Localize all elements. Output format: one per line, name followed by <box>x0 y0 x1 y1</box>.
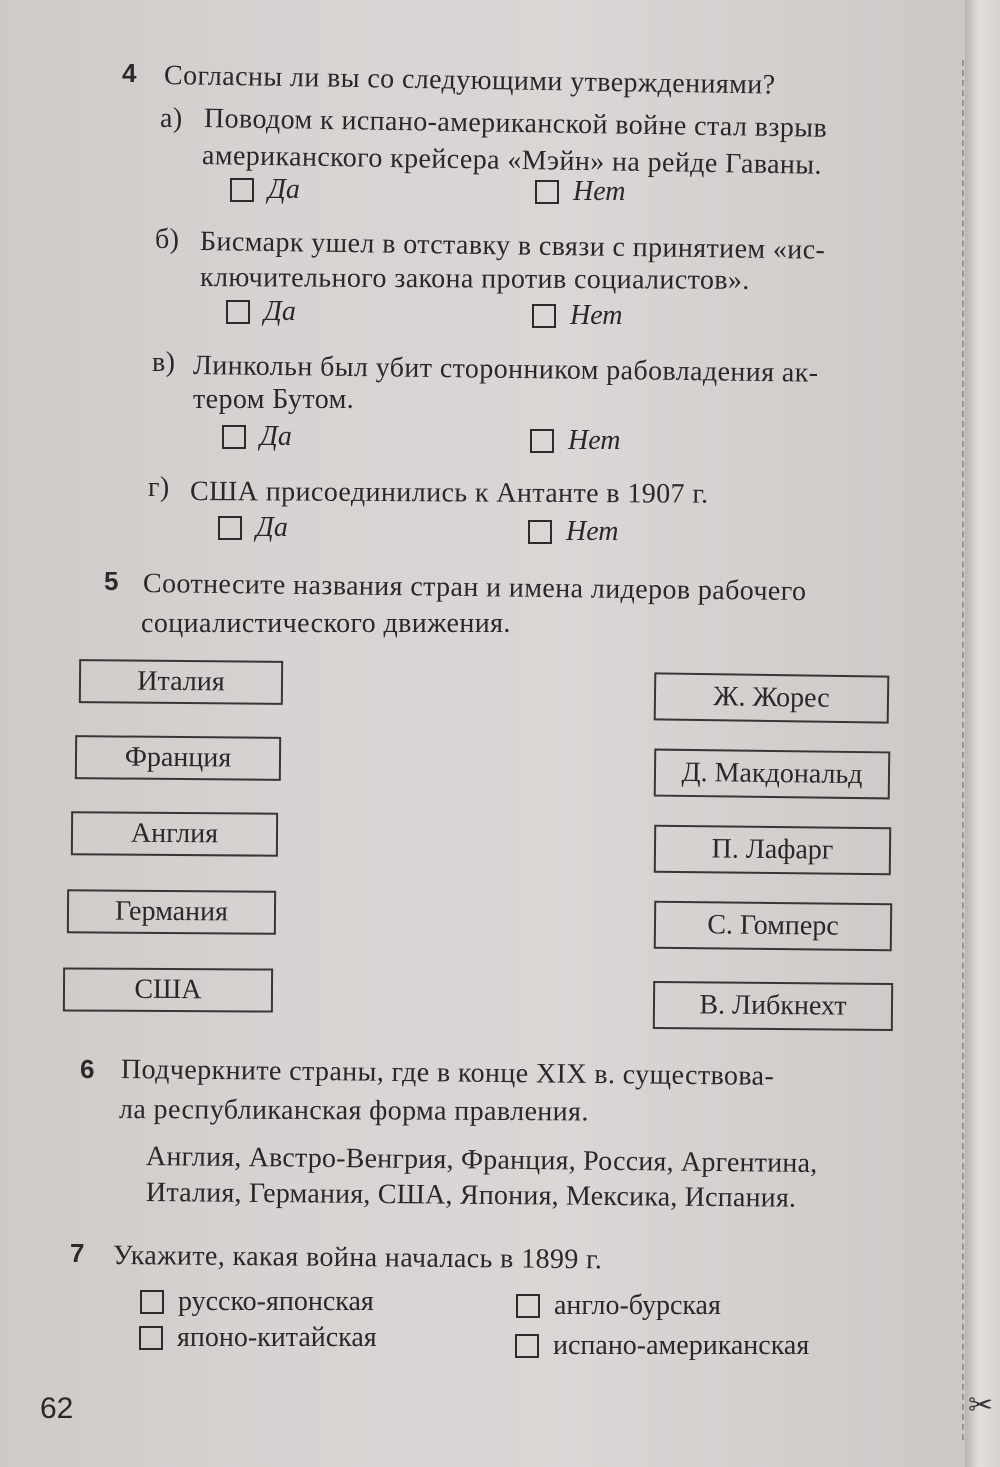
leader-box-lafargue[interactable]: П. Лафарг <box>654 825 891 875</box>
question-4-prompt: Согласны ли вы со следующими утверждениями? <box>163 60 776 101</box>
option-russo-japanese[interactable] <box>140 1286 374 1318</box>
statement-b-no-label: Нет <box>570 300 623 331</box>
statement-b-yes-option[interactable] <box>226 296 296 328</box>
question-5-line1: Соотнесите названия стран и имена лидеров рабочего <box>142 568 807 608</box>
question-6-countries-line2: Италия, Германия, США, Япония, Мексика, Испания. <box>145 1177 797 1214</box>
statement-d-no-option[interactable] <box>528 516 619 548</box>
country-box-usa[interactable]: США <box>63 967 273 1012</box>
statement-d-line1: США присоединились к Антанте в 1907 г. <box>189 476 709 510</box>
question-4-number: 4 <box>122 58 137 88</box>
question-7-number: 7 <box>70 1238 85 1268</box>
country-box-germany[interactable]: Германия <box>67 889 276 934</box>
statement-b-no-option[interactable] <box>532 300 623 332</box>
statement-b-line2: ключительного закона против социалистов». <box>199 262 750 296</box>
statement-a-yes-option[interactable] <box>230 174 300 206</box>
leader-box-jaures[interactable]: Ж. Жорес <box>654 672 890 723</box>
statement-a-yes-checkbox[interactable] <box>230 178 254 202</box>
statement-b-yes-checkbox[interactable] <box>226 300 250 324</box>
question-5-number: 5 <box>104 566 119 596</box>
option-spanish-american[interactable] <box>515 1330 809 1362</box>
statement-c-no-label: Нет <box>568 425 621 456</box>
statement-a-no-option[interactable] <box>535 176 626 208</box>
statement-c-yes-option[interactable] <box>222 421 292 453</box>
cut-line <box>962 60 964 1440</box>
country-box-england[interactable]: Англия <box>71 811 278 856</box>
option-russo-japanese-label: русско-японская <box>178 1286 374 1317</box>
statement-b-line1: Бисмарк ушел в отставку в связи с принятием «ис- <box>199 226 826 266</box>
question-5-line2: социалистического движения. <box>141 608 511 639</box>
question-6-number: 6 <box>80 1054 95 1084</box>
statement-a-line2: американского крейсера «Мэйн» на рейде Гаваны. <box>201 140 823 181</box>
country-box-italy[interactable]: Италия <box>79 659 283 705</box>
question-6-countries-line1: Англия, Австро-Венгрия, Франция, Россия, Аргентина, <box>145 1141 818 1180</box>
option-sino-japanese-checkbox[interactable] <box>139 1326 163 1350</box>
statement-b-label: б) <box>155 224 180 255</box>
leader-box-liebknecht[interactable]: В. Либкнехт <box>653 981 893 1031</box>
statement-c-no-option[interactable] <box>530 425 621 457</box>
option-russo-japanese-checkbox[interactable] <box>140 1290 164 1314</box>
option-anglo-boer[interactable] <box>516 1290 721 1322</box>
leader-box-gompers[interactable]: С. Гомперс <box>654 901 892 951</box>
statement-d-yes-option[interactable] <box>218 512 288 544</box>
statement-d-yes-label: Да <box>256 512 288 543</box>
statement-c-line1: Линкольн был убит сторонником рабовладения ак- <box>192 350 819 389</box>
statement-c-label: в) <box>152 347 176 378</box>
statement-d-yes-checkbox[interactable] <box>218 516 242 540</box>
statement-a-line1: Поводом к испано-американской войне стал взрыв <box>203 103 828 144</box>
statement-a-no-label: Нет <box>573 176 626 207</box>
statement-a-no-checkbox[interactable] <box>535 180 559 204</box>
option-anglo-boer-checkbox[interactable] <box>516 1294 540 1318</box>
option-sino-japanese[interactable] <box>139 1322 377 1354</box>
option-anglo-boer-label: англо-бурская <box>554 1290 721 1321</box>
question-6-line2: ла республиканская форма правления. <box>118 1094 589 1128</box>
statement-b-no-checkbox[interactable] <box>532 304 556 328</box>
statement-c-yes-checkbox[interactable] <box>222 425 246 449</box>
option-spanish-american-checkbox[interactable] <box>515 1334 539 1358</box>
adjacent-page-edge <box>965 0 1000 1467</box>
statement-a-label: а) <box>160 103 183 134</box>
statement-c-yes-label: Да <box>260 421 292 452</box>
scissors-icon: ✂ <box>968 1388 994 1423</box>
statement-d-no-label: Нет <box>566 516 619 547</box>
statement-d-label: г) <box>148 472 170 503</box>
option-spanish-american-label: испано-американская <box>553 1330 810 1361</box>
question-6-line1: Подчеркните страны, где в конце XIX в. существова- <box>120 1054 775 1092</box>
statement-b-yes-label: Да <box>264 296 296 327</box>
question-7-prompt: Укажите, какая война началась в 1899 г. <box>112 1240 603 1276</box>
page-number: 62 <box>40 1392 74 1425</box>
statement-c-line2: тером Бутом. <box>193 384 355 415</box>
statement-c-no-checkbox[interactable] <box>530 429 554 453</box>
leader-box-macdonald[interactable]: Д. Макдональд <box>654 749 891 800</box>
option-sino-japanese-label: японо-китайская <box>177 1322 377 1353</box>
statement-a-yes-label: Да <box>268 174 300 205</box>
statement-d-no-checkbox[interactable] <box>528 520 552 544</box>
country-box-france[interactable]: Франция <box>75 735 281 781</box>
